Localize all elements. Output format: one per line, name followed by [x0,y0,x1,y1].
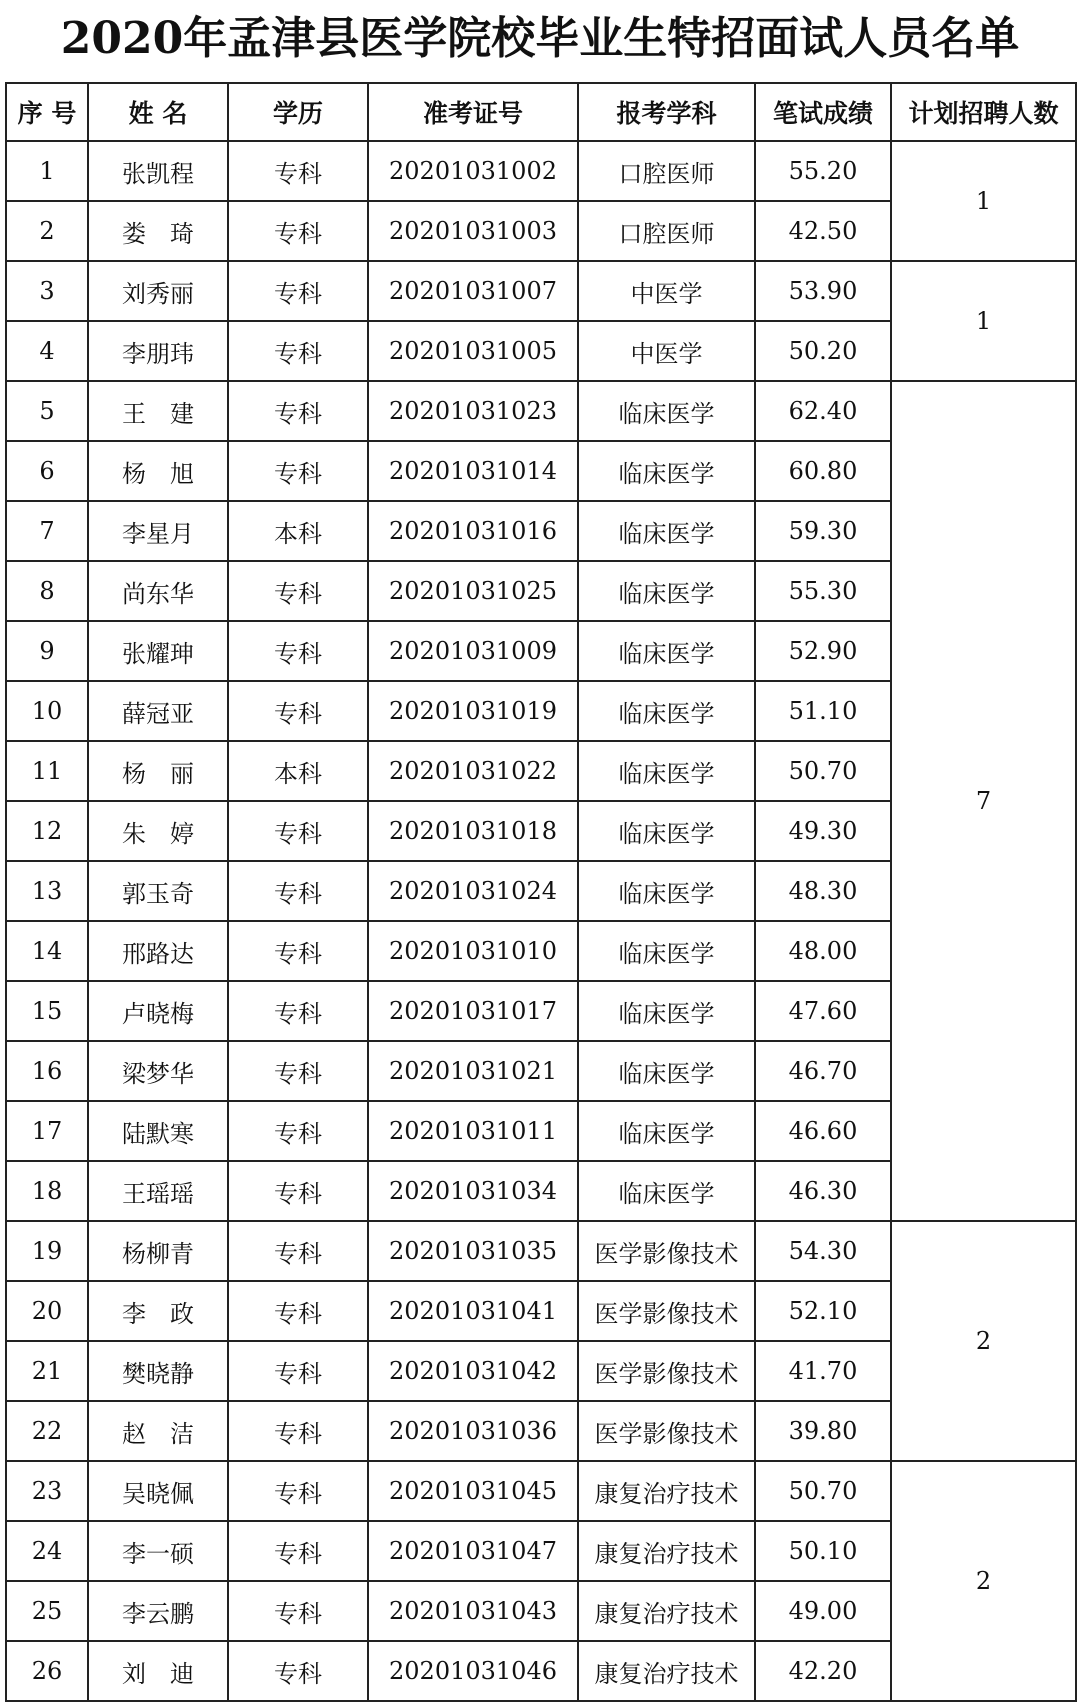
row-seq: 5 [6,381,88,441]
row-education: 本科 [228,501,368,561]
row-education: 专科 [228,1401,368,1461]
row-education: 专科 [228,1281,368,1341]
row-exam-number: 20201031036 [368,1401,578,1461]
row-name: 杨柳青 [88,1221,228,1281]
row-score: 59.30 [755,501,891,561]
row-education: 专科 [228,621,368,681]
row-seq: 7 [6,501,88,561]
row-exam-number: 20201031035 [368,1221,578,1281]
row-education: 专科 [228,1041,368,1101]
row-education: 专科 [228,261,368,321]
row-score: 53.90 [755,261,891,321]
row-seq: 17 [6,1101,88,1161]
row-education: 专科 [228,861,368,921]
row-score: 50.70 [755,1461,891,1521]
row-education: 专科 [228,1641,368,1701]
row-plan-count: 2 [891,1461,1076,1701]
row-subject: 临床医学 [578,921,755,981]
row-seq: 25 [6,1581,88,1641]
row-seq: 18 [6,1161,88,1221]
row-name: 尚东华 [88,561,228,621]
row-subject: 中医学 [578,261,755,321]
row-subject: 康复治疗技术 [578,1461,755,1521]
table-row [6,141,1076,201]
row-exam-number: 20201031022 [368,741,578,801]
row-score: 55.20 [755,141,891,201]
row-name: 朱 婷 [88,801,228,861]
row-score: 52.90 [755,621,891,681]
table-row [6,381,1076,441]
row-score: 46.30 [755,1161,891,1221]
row-education: 专科 [228,321,368,381]
row-name: 李朋玮 [88,321,228,381]
row-exam-number: 20201031007 [368,261,578,321]
row-subject: 医学影像技术 [578,1281,755,1341]
row-subject: 临床医学 [578,621,755,681]
page-title: 2020年孟津县医学院校毕业生特招面试人员名单 [60,13,1020,64]
row-education: 专科 [228,1461,368,1521]
row-seq: 8 [6,561,88,621]
row-education: 专科 [228,1581,368,1641]
row-exam-number: 20201031011 [368,1101,578,1161]
row-subject: 临床医学 [578,561,755,621]
row-exam-number: 20201031023 [368,381,578,441]
row-seq: 24 [6,1521,88,1581]
row-seq: 14 [6,921,88,981]
row-exam-number: 20201031005 [368,321,578,381]
row-name: 樊晓静 [88,1341,228,1401]
row-score: 49.00 [755,1581,891,1641]
row-seq: 20 [6,1281,88,1341]
row-score: 48.30 [755,861,891,921]
row-exam-number: 20201031014 [368,441,578,501]
row-subject: 口腔医师 [578,141,755,201]
table-body [6,141,1076,1701]
row-exam-number: 20201031046 [368,1641,578,1701]
row-subject: 医学影像技术 [578,1341,755,1401]
row-exam-number: 20201031017 [368,981,578,1041]
row-name: 邢路达 [88,921,228,981]
row-seq: 10 [6,681,88,741]
row-seq: 13 [6,861,88,921]
row-seq: 1 [6,141,88,201]
row-name: 李 政 [88,1281,228,1341]
row-score: 41.70 [755,1341,891,1401]
row-education: 专科 [228,1341,368,1401]
row-exam-number: 20201031024 [368,861,578,921]
row-name: 卢晓梅 [88,981,228,1041]
row-education: 专科 [228,381,368,441]
row-seq: 9 [6,621,88,681]
row-score: 39.80 [755,1401,891,1461]
row-score: 55.30 [755,561,891,621]
row-exam-number: 20201031002 [368,141,578,201]
row-exam-number: 20201031045 [368,1461,578,1521]
row-seq: 23 [6,1461,88,1521]
row-subject: 中医学 [578,321,755,381]
row-education: 专科 [228,1521,368,1581]
row-exam-number: 20201031034 [368,1161,578,1221]
table-row [6,1221,1076,1281]
row-plan-count: 1 [891,261,1076,381]
row-score: 42.50 [755,201,891,261]
row-exam-number: 20201031042 [368,1341,578,1401]
row-education: 专科 [228,441,368,501]
table-row [6,1461,1076,1521]
row-score: 48.00 [755,921,891,981]
row-subject: 临床医学 [578,801,755,861]
row-score: 42.20 [755,1641,891,1701]
row-education: 专科 [228,1101,368,1161]
row-name: 刘 迪 [88,1641,228,1701]
header-row [6,83,1076,141]
row-score: 46.70 [755,1041,891,1101]
row-score: 46.60 [755,1101,891,1161]
row-score: 47.60 [755,981,891,1041]
row-education: 专科 [228,981,368,1041]
row-subject: 临床医学 [578,381,755,441]
row-seq: 11 [6,741,88,801]
row-subject: 临床医学 [578,441,755,501]
row-subject: 临床医学 [578,1161,755,1221]
row-name: 王瑶瑶 [88,1161,228,1221]
row-education: 专科 [228,1221,368,1281]
row-subject: 临床医学 [578,861,755,921]
row-education: 专科 [228,681,368,741]
row-name: 郭玉奇 [88,861,228,921]
row-seq: 21 [6,1341,88,1401]
row-education: 专科 [228,141,368,201]
header-plan-count: 计划招聘人数 [891,83,1076,141]
row-name: 梁梦华 [88,1041,228,1101]
row-subject: 临床医学 [578,501,755,561]
row-score: 49.30 [755,801,891,861]
row-education: 专科 [228,201,368,261]
row-seq: 15 [6,981,88,1041]
row-exam-number: 20201031003 [368,201,578,261]
row-name: 刘秀丽 [88,261,228,321]
row-seq: 22 [6,1401,88,1461]
row-subject: 康复治疗技术 [578,1581,755,1641]
row-education: 专科 [228,561,368,621]
row-seq: 12 [6,801,88,861]
row-subject: 康复治疗技术 [578,1521,755,1581]
header-score: 笔试成绩 [755,83,891,141]
row-name: 李星月 [88,501,228,561]
row-education: 专科 [228,921,368,981]
row-name: 李一硕 [88,1521,228,1581]
row-name: 张耀珅 [88,621,228,681]
row-seq: 6 [6,441,88,501]
row-subject: 医学影像技术 [578,1221,755,1281]
row-subject: 临床医学 [578,1101,755,1161]
row-education: 本科 [228,741,368,801]
row-seq: 19 [6,1221,88,1281]
header-name: 姓 名 [88,83,228,141]
row-name: 薛冠亚 [88,681,228,741]
candidate-table [5,82,1077,1702]
row-exam-number: 20201031041 [368,1281,578,1341]
row-plan-count: 1 [891,141,1076,261]
row-exam-number: 20201031025 [368,561,578,621]
table-row [6,261,1076,321]
row-name: 吴晓佩 [88,1461,228,1521]
row-subject: 康复治疗技术 [578,1641,755,1701]
row-exam-number: 20201031047 [368,1521,578,1581]
row-score: 51.10 [755,681,891,741]
row-name: 杨 丽 [88,741,228,801]
row-name: 张凯程 [88,141,228,201]
row-score: 50.20 [755,321,891,381]
row-seq: 3 [6,261,88,321]
row-plan-count: 7 [891,381,1076,1221]
row-score: 62.40 [755,381,891,441]
row-name: 陆默寒 [88,1101,228,1161]
row-name: 王 建 [88,381,228,441]
row-score: 52.10 [755,1281,891,1341]
row-subject: 临床医学 [578,1041,755,1101]
row-subject: 临床医学 [578,981,755,1041]
row-exam-number: 20201031018 [368,801,578,861]
row-subject: 临床医学 [578,681,755,741]
row-plan-count: 2 [891,1221,1076,1461]
row-exam-number: 20201031016 [368,501,578,561]
row-exam-number: 20201031009 [368,621,578,681]
header-seq: 序 号 [6,83,88,141]
row-subject: 口腔医师 [578,201,755,261]
row-exam-number: 20201031043 [368,1581,578,1641]
row-subject: 临床医学 [578,741,755,801]
row-name: 赵 洁 [88,1401,228,1461]
row-name: 娄 琦 [88,201,228,261]
row-name: 李云鹏 [88,1581,228,1641]
header-education: 学历 [228,83,368,141]
row-seq: 16 [6,1041,88,1101]
row-name: 杨 旭 [88,441,228,501]
row-subject: 医学影像技术 [578,1401,755,1461]
row-exam-number: 20201031010 [368,921,578,981]
row-exam-number: 20201031021 [368,1041,578,1101]
row-score: 50.10 [755,1521,891,1581]
row-seq: 4 [6,321,88,381]
row-exam-number: 20201031019 [368,681,578,741]
header-exam-number: 准考证号 [368,83,578,141]
header-subject: 报考学科 [578,83,755,141]
row-score: 54.30 [755,1221,891,1281]
row-seq: 26 [6,1641,88,1701]
row-education: 专科 [228,1161,368,1221]
row-seq: 2 [6,201,88,261]
row-education: 专科 [228,801,368,861]
row-score: 50.70 [755,741,891,801]
row-score: 60.80 [755,441,891,501]
